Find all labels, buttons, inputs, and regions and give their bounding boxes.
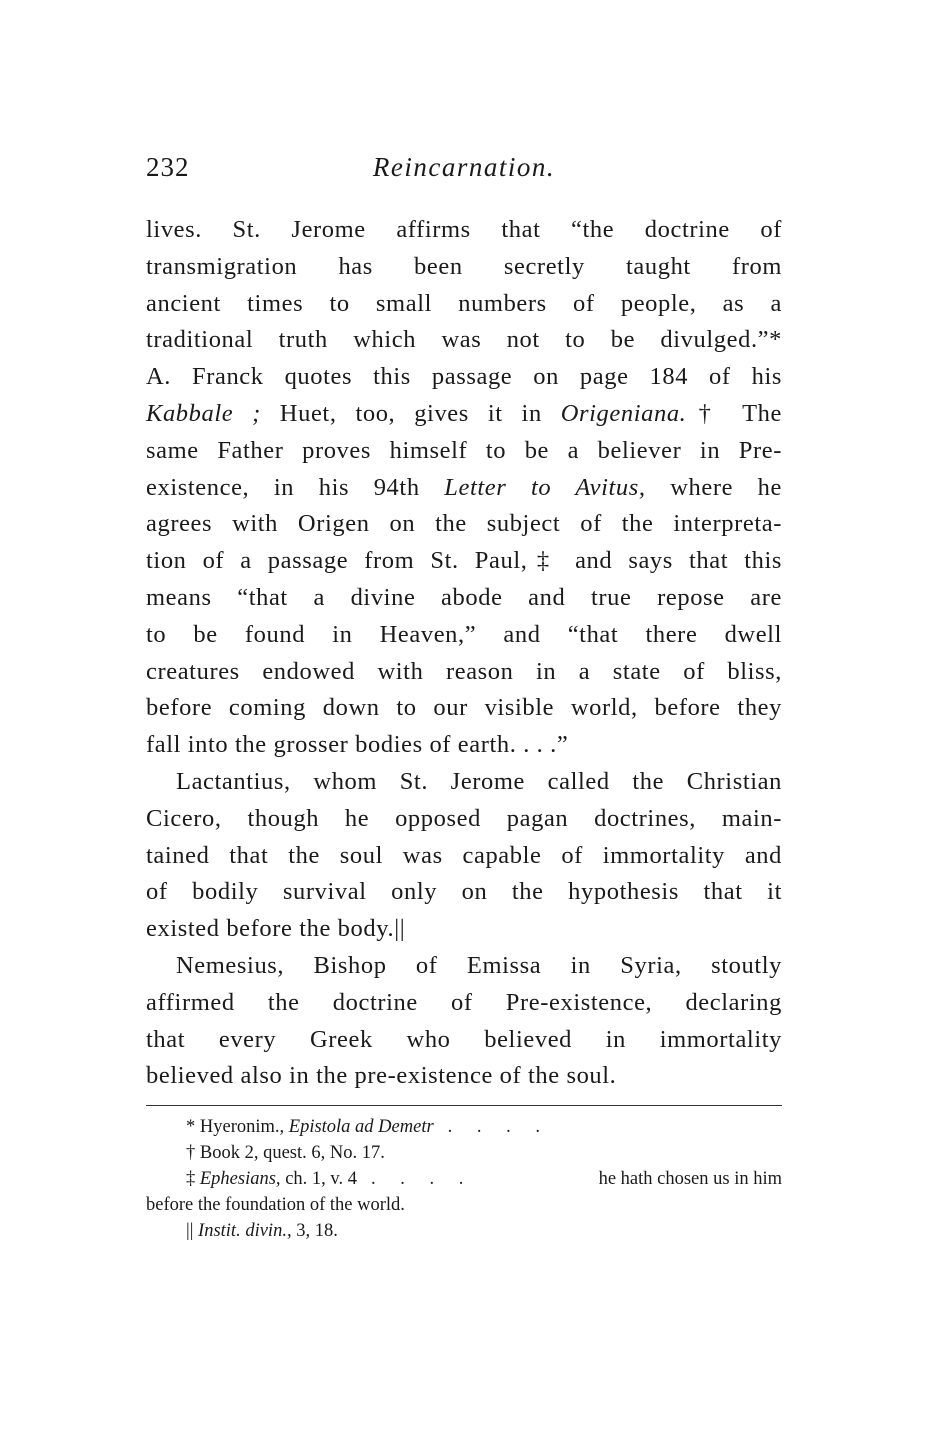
book-title-letter-to-avitus: Letter to Avitus, [444,473,646,501]
page-header [146,152,782,192]
text-line: existed before the body.|| [146,915,406,943]
text-line: that every Greek who believed in immortality [146,1025,782,1053]
text-segment: where he [645,473,783,501]
footnote-4 [146,1218,782,1244]
text-line [146,396,782,433]
footnote-title: Epistola ad Demetr [288,1117,434,1137]
text-segment: 3, 18. [291,1221,338,1241]
text-line: before coming down to our visible world, before they [146,694,782,722]
text-line: Lactantius, whom St. Jerome called the Christian [176,767,782,795]
running-head: Reincarnation. [372,152,556,182]
text-line: means “that a divine abode and true repose are [146,583,782,611]
text-line: believed also in the pre-existence of the soul. [146,1062,617,1090]
text-line: A. Franck quotes this passage on page 184 of his [146,363,782,391]
text-segment: ch. 1, v. 4 [280,1169,357,1189]
book-title-kabbale: Kabbale ; [146,399,261,427]
text-segment: † The [686,399,782,427]
text-line: traditional truth which was not to be divulged.”* [146,326,782,354]
ellipsis: . . . . [370,1169,474,1189]
footnote-2: † Book 2, quest. 6, No. 17. [186,1143,385,1163]
footnote-3-continuation: before the foundation of the world. [146,1195,405,1215]
text-line: tion of a passage from St. Paul,‡ and says that this [146,547,782,575]
footnote-divider [146,1105,782,1106]
footnote-title: Instit. divin., [198,1221,292,1241]
text-line: creatures endowed with reason in a state of bliss, [146,657,782,685]
main-text [146,212,782,1095]
footnote-title: Ephesians, [199,1169,281,1189]
page-number: 232 [146,152,190,182]
footnote-3 [146,1166,782,1192]
text-segment: Huet, too, gives it in [260,399,561,427]
text-segment: existence, in his 94th [146,473,445,501]
text-line: Cicero, though he opposed pagan doctrines, main- [146,804,782,832]
text-line: lives. St. Jerome affirms that “the doctrine of [146,216,782,243]
text-line: ancient times to small numbers of people, as a [146,289,782,317]
text-line: affirmed the doctrine of Pre-existence, declaring [146,988,782,1016]
ellipsis: . . . . [447,1117,551,1137]
text-line: agrees with Origen on the subject of the interpreta- [146,510,782,538]
text-segment: || [186,1221,199,1241]
text-line: transmigration has been secretly taught from [146,252,782,280]
text-line: of bodily survival only on the hypothesis that it [146,878,782,906]
footnote-3-quote: he hath chosen us in him [598,1169,782,1189]
text-line: to be found in Heaven,” and “that there dwell [146,620,782,648]
text-segment: ‡ [186,1169,200,1189]
footnote-1 [146,1114,782,1140]
footnote-3-ref [186,1166,473,1192]
book-title-origeniana: Origeniana. [560,399,687,427]
text-line: tained that the soul was capable of immortality and [146,841,782,869]
text-line: Nemesius, Bishop of Emissa in Syria, stoutly [176,951,782,979]
footnotes [146,1114,782,1244]
text-line: same Father proves himself to be a believer in Pre- [146,436,782,464]
text-segment: * Hyeronim., [186,1117,289,1137]
text-line [146,470,782,507]
text-line: fall into the grosser bodies of earth. . . .” [146,731,569,759]
